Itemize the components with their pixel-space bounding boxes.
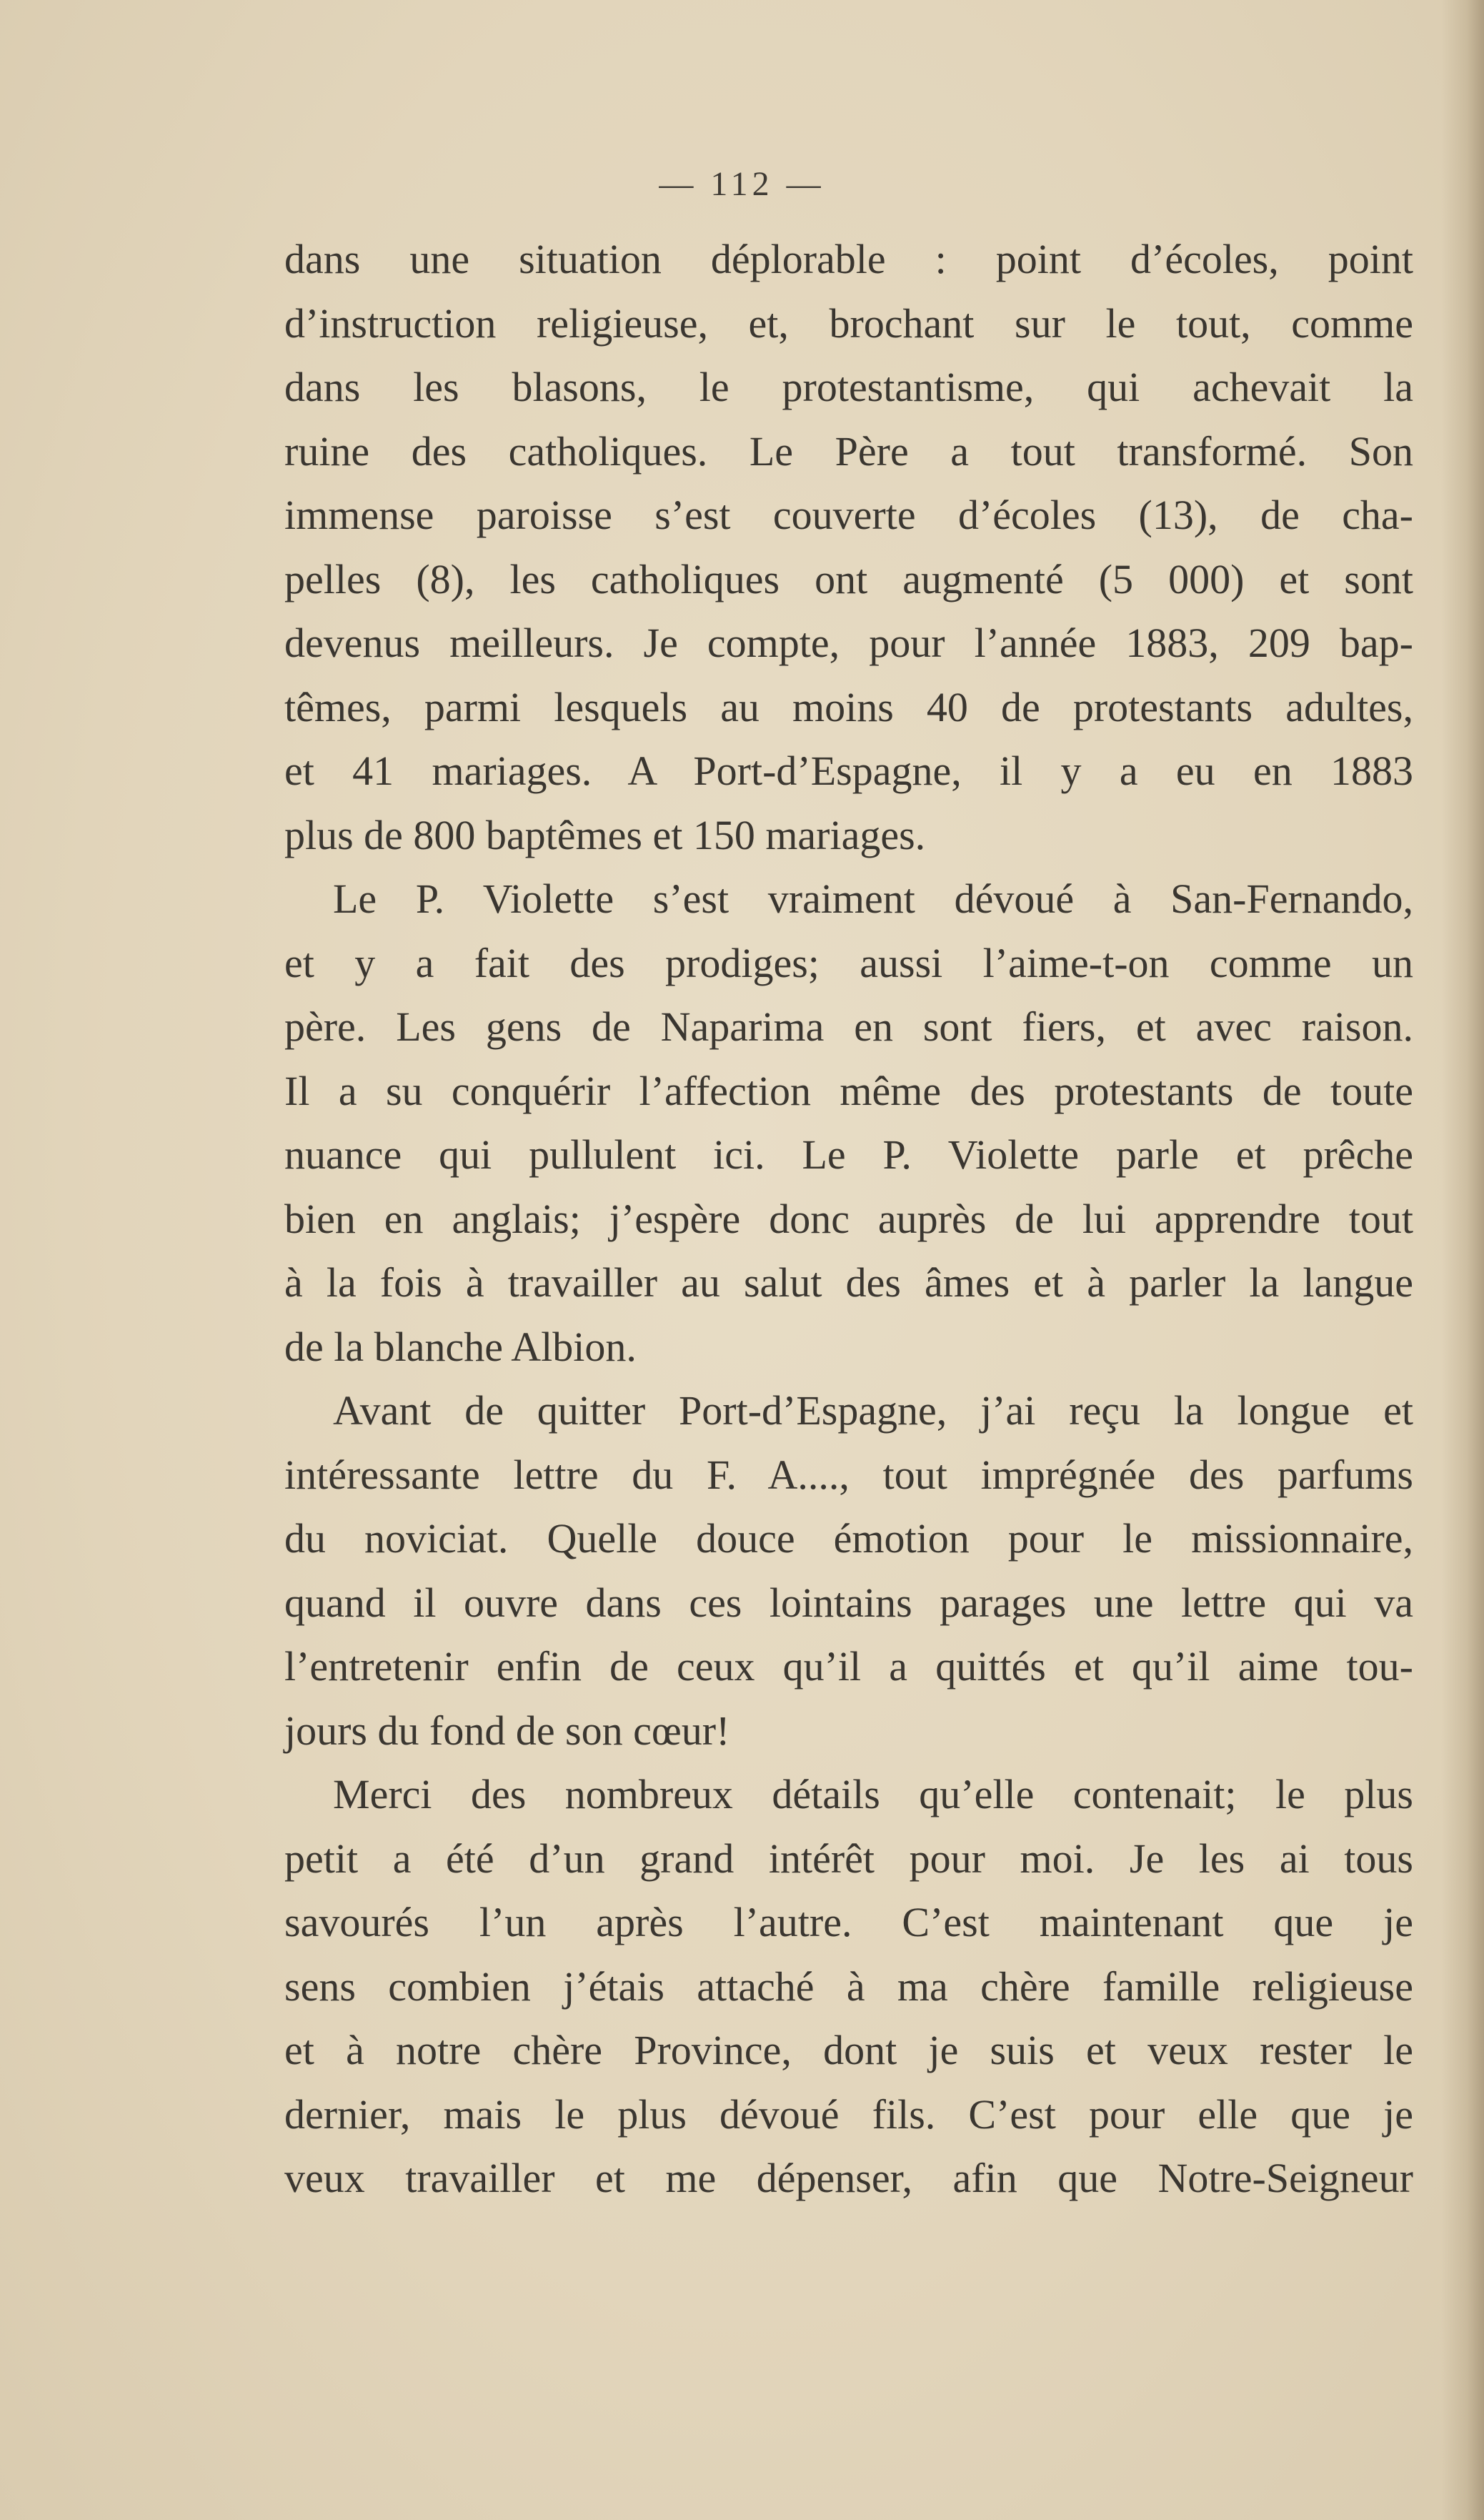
text-line: et 41 mariages. A Port-d’Espagne, il y a eu en 1883 [284,748,1413,794]
text-line: l’entretenir enfin de ceux qu’il a quittés et qu’il aime tou- [284,1643,1413,1690]
text-line: veux travailler et me dépenser, afin que Notre-Seigneur [284,2155,1413,2201]
text-line: et à notre chère Province, dont je suis et veux rester le [284,2027,1413,2073]
text-line: jours du fond de son cœur! [284,1707,730,1754]
text-line: d’instruction religieuse, et, brochant sur le tout, comme [284,299,1413,347]
text-line: pelles (8), les catholiques ont augmenté (5 000) et sont [284,555,1413,602]
text-line: intéressante lettre du F. A...., tout imprégnée des parfums [284,1451,1413,1498]
text-line: nuance qui pullulent ici. Le P. Violette parle et prêche [284,1131,1413,1178]
text-line: immense paroisse s’est couverte d’écoles (13), de cha- [284,492,1413,538]
text-line: Il a su conquérir l’affection même des protestants de toute [284,1067,1413,1114]
text-line: Merci des nombreux détails qu’elle contenait; le plus [333,1771,1413,1817]
text-line: têmes, parmi lesquels au moins 40 de protestants adultes, [284,683,1413,730]
text-line: petit a été d’un grand intérêt pour moi. Je les ai tous [284,1835,1413,1882]
text-line: et y a fait des prodiges; aussi l’aime-t-on comme un [284,939,1413,986]
text-line: père. Les gens de Naparima en sont fiers, et avec raison. [284,1003,1413,1050]
text-line: ruine des catholiques. Le Père a tout transformé. Son [284,427,1413,475]
text-line: dernier, mais le plus dévoué fils. C’est pour elle que je [284,2090,1413,2138]
text-line: quand il ouvre dans ces lointains parages une lettre qui va [284,1579,1413,1626]
text-line: plus de 800 baptêmes et 150 mariages. [284,811,926,858]
text-line: du noviciat. Quelle douce émotion pour le missionnaire, [284,1515,1413,1562]
text-line: dans les blasons, le protestantisme, qui achevait la [284,364,1413,410]
text-line: Avant de quitter Port-d’Espagne, j’ai reçu la longue et [333,1387,1413,1434]
page-number: — 112 — [659,165,825,203]
text-line: dans une situation déplorable : point d’écoles, point [284,236,1413,282]
text-line: sens combien j’étais attaché à ma chère famille religieuse [284,1963,1413,2010]
text-line: à la fois à travailler au salut des âmes et à parler la langue [284,1259,1413,1306]
text-line: savourés l’un après l’autre. C’est maintenant que je [284,1899,1413,1945]
text-line: devenus meilleurs. Je compte, pour l’année 1883, 209 bap- [284,620,1413,666]
text-line: de la blanche Albion. [284,1323,637,1370]
text-line: bien en anglais; j’espère donc auprès de lui apprendre tout [284,1195,1413,1242]
page-edge-shadow [1441,0,1484,2520]
body-text [284,227,1413,2211]
text-line: Le P. Violette s’est vraiment dévoué à San-Fernando, [333,875,1413,922]
